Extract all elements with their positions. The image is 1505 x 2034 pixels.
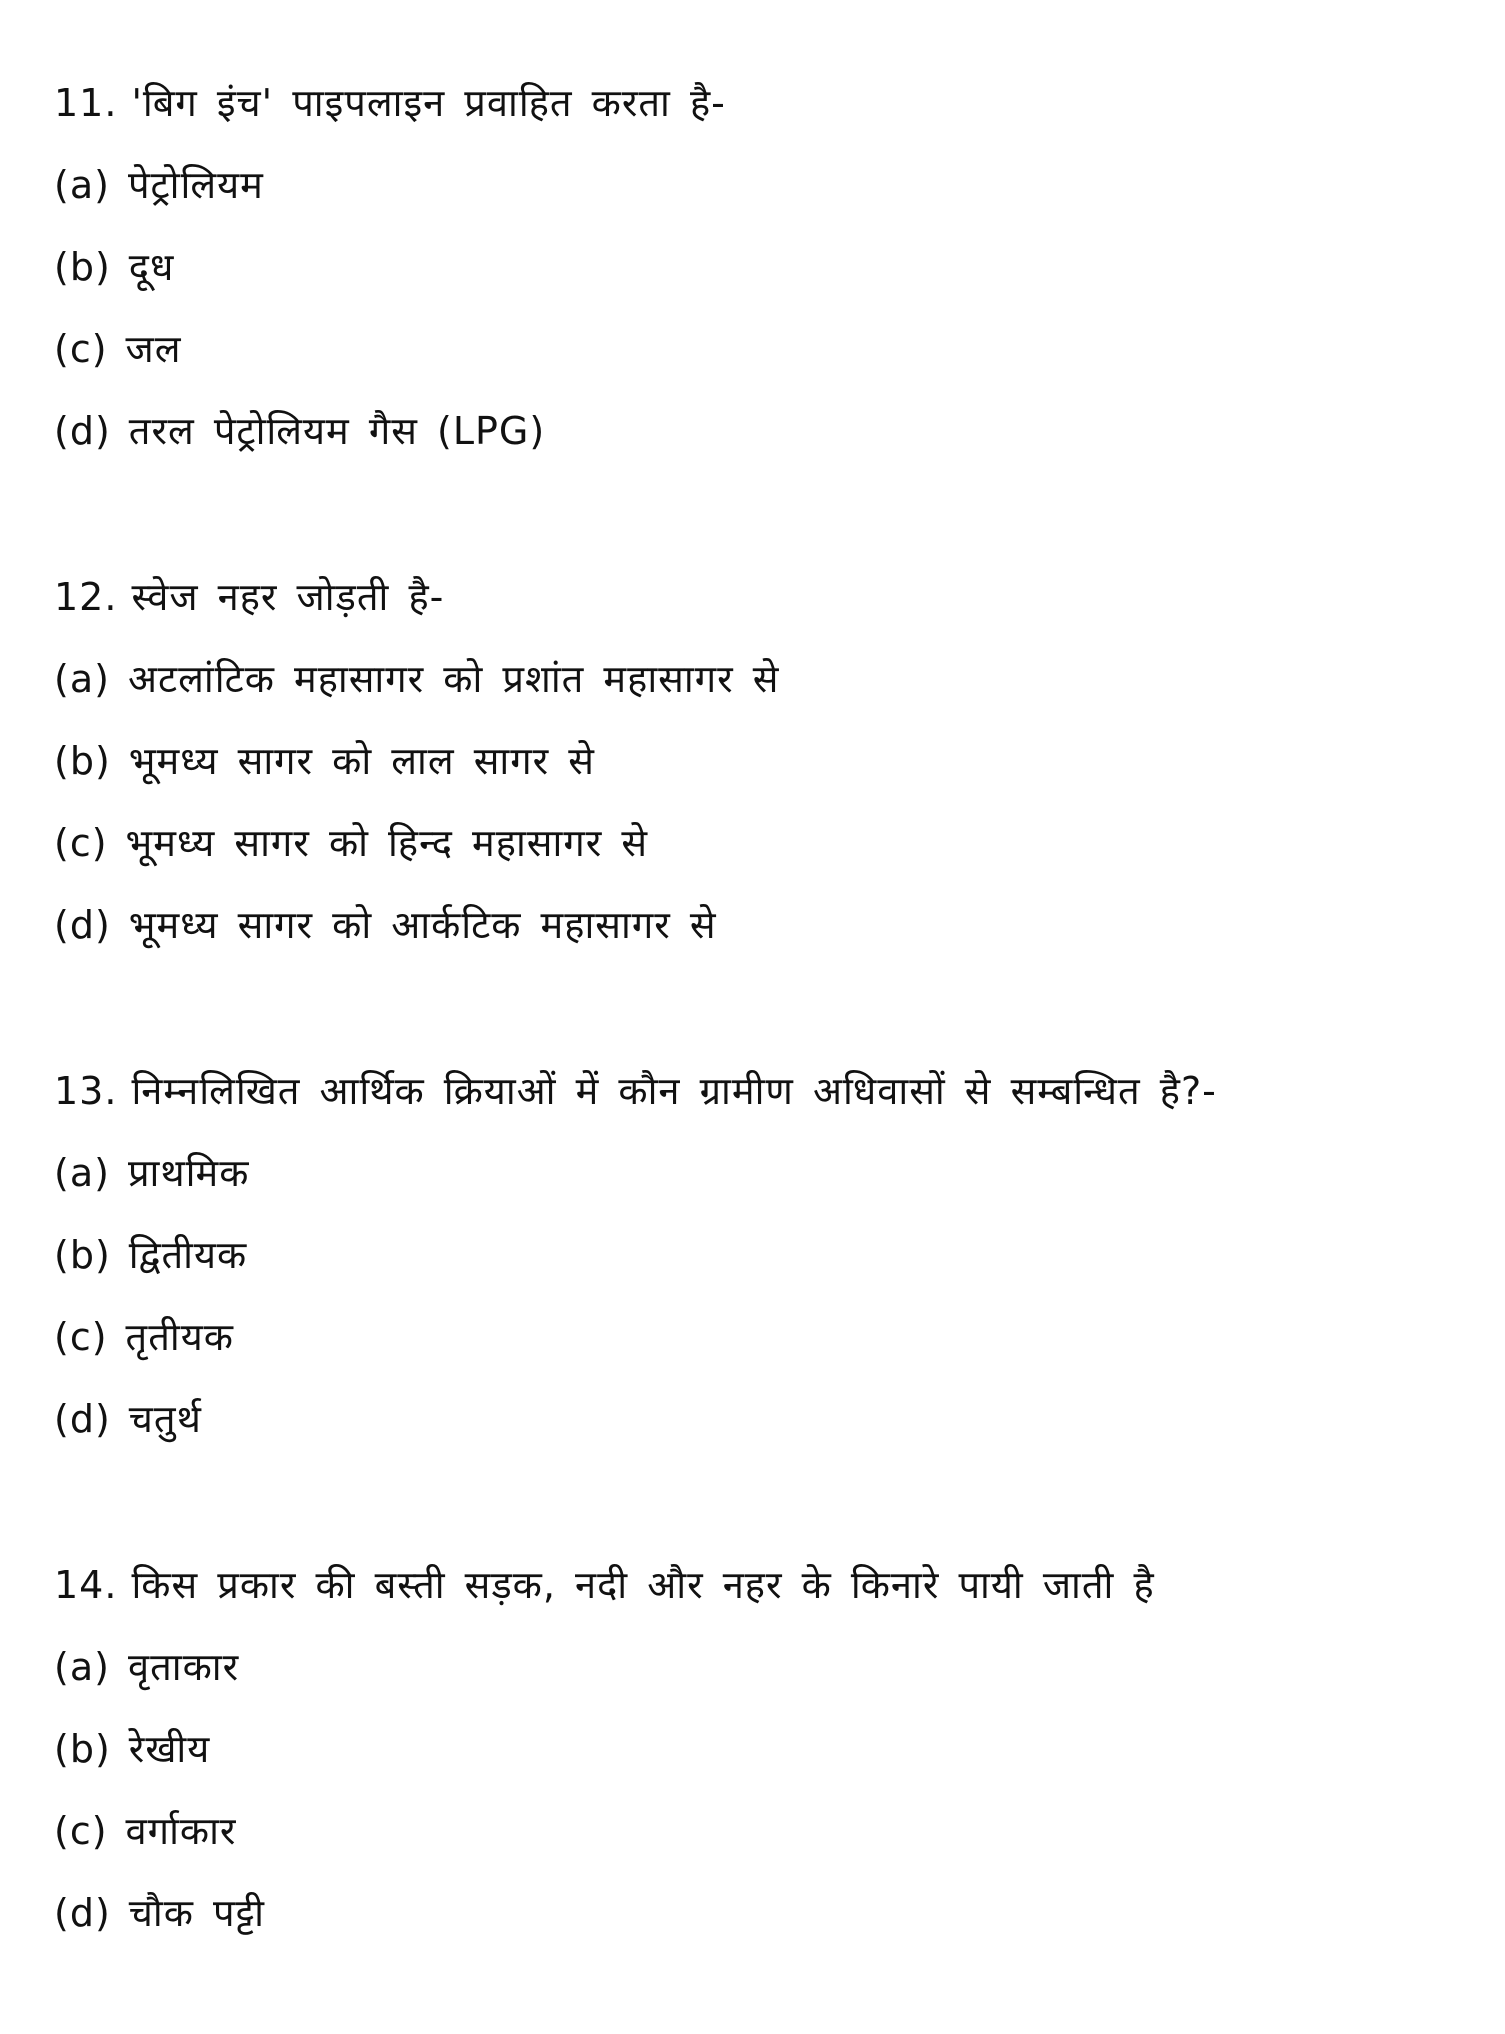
option-b (54, 720, 779, 802)
option-label: (c) (54, 821, 108, 865)
option-text: प्राथमिक (127, 1151, 250, 1195)
option-text: तृतीयक (125, 1315, 234, 1359)
option-text: दूध (128, 245, 175, 289)
option-label: (b) (54, 1233, 111, 1277)
question-number: 13. (54, 1069, 118, 1113)
option-a (54, 1132, 1217, 1214)
option-a (54, 1626, 1155, 1708)
option-b (54, 1708, 1155, 1790)
option-label: (d) (54, 409, 111, 453)
question-number: 14. (54, 1563, 118, 1607)
option-text: भूमध्य सागर को आर्कटिक महासागर से (128, 903, 717, 947)
option-b (54, 1214, 1217, 1296)
question-number: 12. (54, 575, 118, 619)
option-c (54, 802, 779, 884)
question-stem (54, 62, 726, 144)
option-label: (a) (54, 163, 110, 207)
question-12 (54, 556, 779, 966)
question-stem (54, 1050, 1217, 1132)
option-text: पेट्रोलियम (127, 163, 264, 207)
option-d (54, 1872, 1155, 1954)
option-label: (c) (54, 1315, 108, 1359)
option-label: (b) (54, 245, 111, 289)
question-text: 'बिग इंच' पाइपलाइन प्रवाहित करता है- (131, 81, 726, 125)
option-c (54, 1296, 1217, 1378)
option-label: (a) (54, 1151, 110, 1195)
option-label: (a) (54, 1645, 110, 1689)
option-d (54, 390, 726, 472)
option-label: (a) (54, 657, 110, 701)
option-text: भूमध्य सागर को हिन्द महासागर से (125, 821, 649, 865)
option-text: जल (125, 327, 182, 371)
option-text: चौक पट्टी (128, 1891, 266, 1935)
option-label: (d) (54, 1891, 111, 1935)
question-stem (54, 556, 779, 638)
option-c (54, 1790, 1155, 1872)
option-label: (c) (54, 1809, 108, 1853)
option-a (54, 638, 779, 720)
option-d (54, 884, 779, 966)
option-text: चतुर्थ (128, 1397, 202, 1441)
option-text: वर्गाकार (125, 1809, 237, 1853)
option-label: (b) (54, 1727, 111, 1771)
option-text: वृताकार (127, 1645, 240, 1689)
option-d (54, 1378, 1217, 1460)
question-number: 11. (54, 81, 118, 125)
option-b (54, 226, 726, 308)
option-c (54, 308, 726, 390)
option-label: (c) (54, 327, 108, 371)
option-text: द्वितीयक (128, 1233, 248, 1277)
option-label: (b) (54, 739, 111, 783)
option-a (54, 144, 726, 226)
option-text: अटलांटिक महासागर को प्रशांत महासागर से (127, 657, 780, 701)
question-13 (54, 1050, 1217, 1460)
question-text: किस प्रकार की बस्ती सड़क, नदी और नहर के किनारे पायी जाती है (131, 1563, 1155, 1607)
option-text: भूमध्य सागर को लाल सागर से (128, 739, 595, 783)
option-text: रेखीय (128, 1727, 211, 1771)
option-label: (d) (54, 903, 111, 947)
question-text: स्वेज नहर जोड़ती है- (131, 575, 445, 619)
question-stem (54, 1544, 1155, 1626)
option-text: तरल पेट्रोलियम गैस (LPG) (128, 409, 546, 453)
question-11 (54, 62, 726, 472)
question-text: निम्नलिखित आर्थिक क्रियाओं में कौन ग्रामीण अधिवासों से सम्बन्धित है?- (131, 1069, 1217, 1113)
question-14 (54, 1544, 1155, 1954)
option-label: (d) (54, 1397, 111, 1441)
